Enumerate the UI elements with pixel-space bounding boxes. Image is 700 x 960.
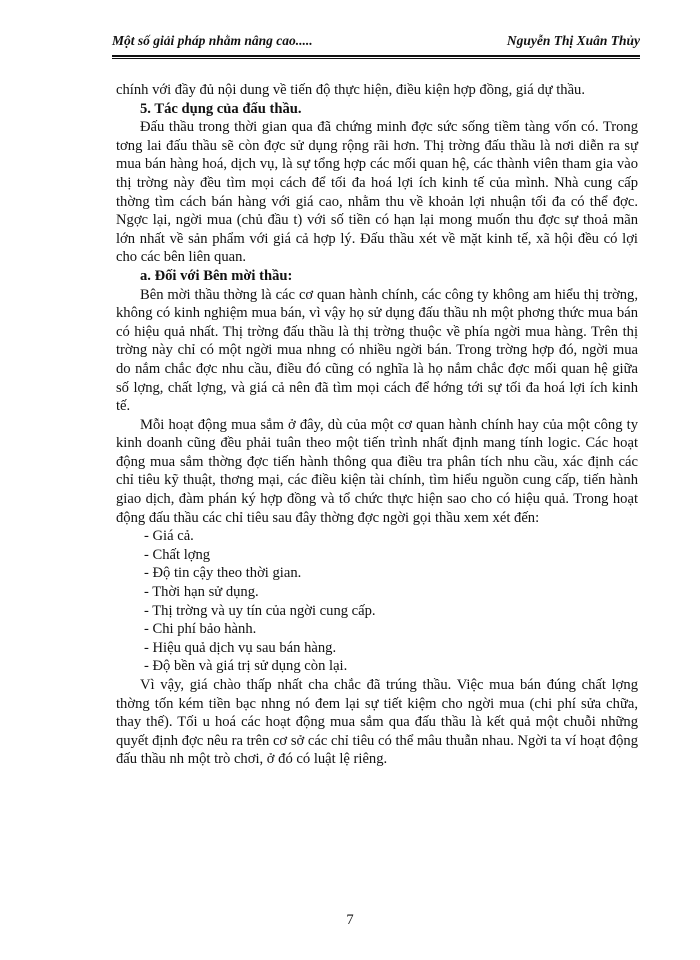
- header-author: Nguyễn Thị Xuân Thủy: [506, 33, 640, 48]
- subsection-heading-a: a. Đối với Bên mời thầu:: [140, 267, 293, 284]
- list-item: - Hiệu quả dịch vụ sau bán hàng.: [144, 639, 337, 656]
- header-rule: [112, 55, 640, 57]
- paragraph-continued: chính với đầy đủ nội dung về tiến độ thực hiện, điều kiện hợp đồng, giá dự thầu.: [116, 82, 585, 98]
- list-item: - Giá cả.: [144, 528, 194, 545]
- header-rule-thin: [112, 58, 640, 59]
- section-heading-5: 5. Tác dụng của đấu thầu.: [140, 100, 302, 117]
- page-number: 7: [346, 912, 354, 928]
- criteria-list: [116, 527, 638, 676]
- list-item: - Thời hạn sử dụng.: [144, 584, 259, 601]
- page-body: [116, 81, 638, 769]
- list-item: - Độ bền và giá trị sử dụng còn lại.: [144, 658, 348, 675]
- header-title: Một số giải pháp nhằm nâng cao.....: [112, 33, 313, 48]
- paragraph-bidding-effects: Đấu thầu trong thời gian qua đã chứng minh đợc sức sống tiềm tàng vốn có. Trong tơng lai đấu thầu sẽ còn đợc sử dụng rộng rãi hơn. Thị trờng đấu thầu là nơi diễn ra sự mua bán hàng hoá, dịch vụ, là sự tổng hợp các mối quan hệ, các thành viên tham gia vào thị trờng này đều tìm mọi cách để tối đa hoá lợi ích kinh tế của mình. Nhà cung cấp thờng tìm cách bán hàng với giá cao, nhằm thu về khoản lợi nhuận tối đa có thể đợc. Ngợc lại, ngời mua (chủ đầu t) với số tiền có hạn lại mong muốn thu đợc sự thoả mãn lớn nhất về sản phẩm với giá cả hợp lý. Đấu thầu xét về mặt kinh tế, xã hội đều có lợi cho các bên liên quan.: [116, 119, 638, 266]
- paragraph-procurement: Mỗi hoạt động mua sắm ở đây, dù của một cơ quan hành chính hay của một công ty kinh doanh cũng đều phải tuân theo một tiến trình nhất định mang tính logic. Các hoạt động mua sắm thờng đợc tiến hành thông qua điều tra phân tích nhu cầu, xác định các chỉ tiêu kỹ thuật, thơng mại, các điều kiện tài chính, tìm hiểu nguồn cung cấp, tiến hành giao dịch, đàm phán ký hợp đồng và tổ chức thực hiện sao cho có hiệu quả. Trong hoạt động đấu thầu các chỉ tiêu sau đây thờng đợc ngời gọi thầu xem xét đến:: [116, 416, 638, 526]
- list-item: - Chi phí bảo hành.: [144, 621, 257, 638]
- list-item: - Độ tin cậy theo thời gian.: [144, 565, 302, 582]
- paragraph-inviting-party: Bên mời thầu thờng là các cơ quan hành chính, các công ty không am hiểu thị trờng, không có kinh nghiệm mua bán, vì vậy họ sử dụng đấu thầu nh một phơng thức mua bán có hiệu quả nhất. Thị trờng đấu thầu là thị trờng thuộc về phía ngời mua hàng. Trên thị trờng này chỉ có một ngời mua nhng có nhiều ngời bán. Trong trờng hợp đó, ngời mua do nắm chắc đợc nhu cầu, điều đó cũng có nghĩa là họ nắm chắc đợc mối quan hệ giữa số lợng, chất lợng, và giá cả nên đã tìm mọi cách để hớng tới sự tối đa hoá lợi ích kinh tế.: [116, 286, 638, 415]
- running-header: [112, 33, 640, 53]
- list-item: - Thị trờng và uy tín của ngời cung cấp.: [144, 602, 376, 619]
- list-item: - Chất lợng: [144, 546, 211, 563]
- paragraph-conclusion: Vì vậy, giá chào thấp nhất cha chắc đã trúng thầu. Việc mua bán đúng chất lợng thờng tốn kém tiền bạc nhng nó đem lại sự tiết kiệm cho ngời mua (chi phí sửa chữa, thay thế). Tối u hoá các hoạt động mua sắm qua đấu thầu là kết quả một chuỗi những quyết định đợc nêu ra trên cơ sở các chỉ tiêu có thể mâu thuẫn nhau. Ngời ta ví hoạt động đấu thầu nh một trò chơi, ở đó có luật lệ riêng.: [116, 677, 638, 768]
